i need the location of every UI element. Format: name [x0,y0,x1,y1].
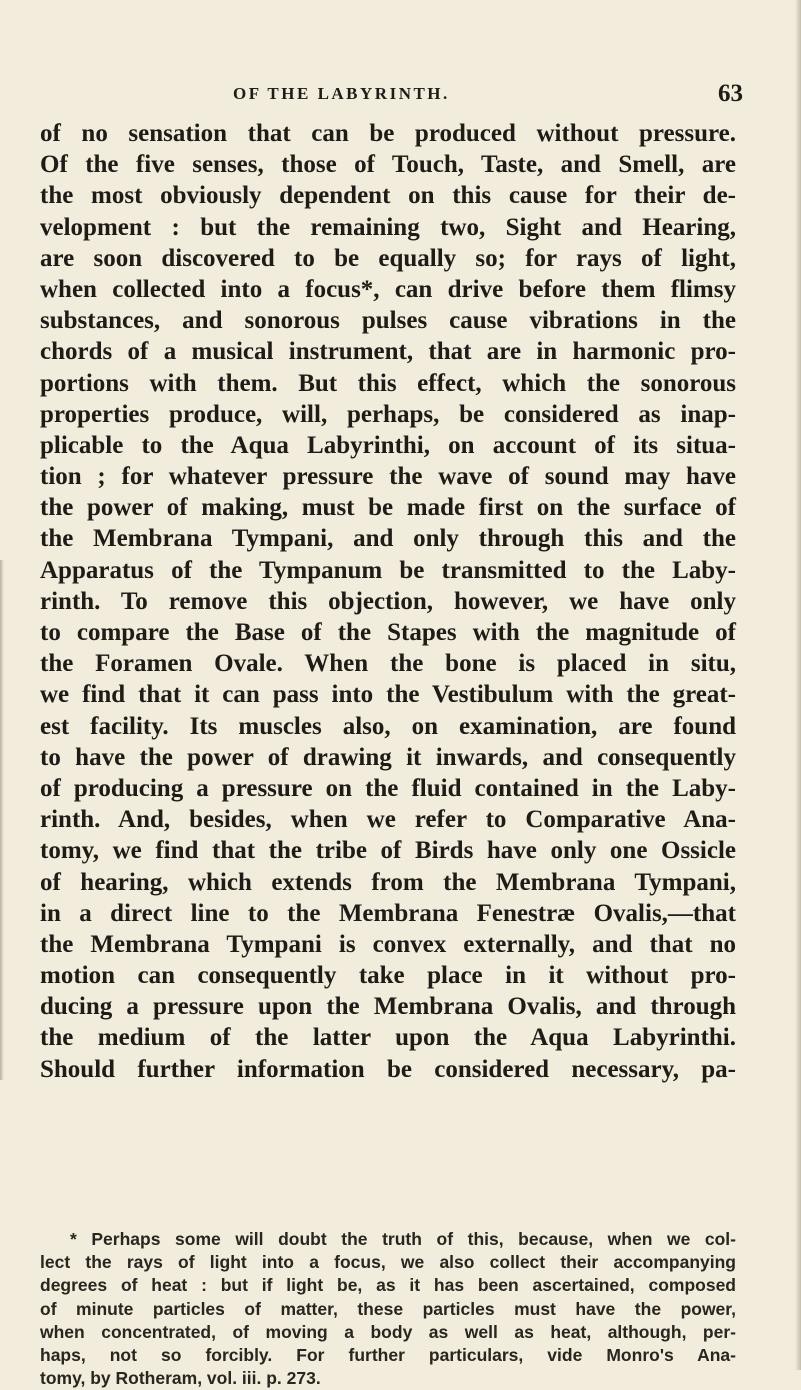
footnote-line: haps, not so forcibly. For further particulars, vide Monro's Ana- [40,1344,736,1365]
text-line: plicable to the Aqua Labyrinthi, on account of its situa- [40,431,736,459]
text-line: velopment : but the remaining two, Sight and Hearing, [40,213,736,241]
text-line: the most obviously dependent on this cause for their de- [40,182,736,210]
footnote-line: of minute particles of matter, these particles must have the power, [40,1298,736,1319]
text-line: of no sensation that can be produced without pressure. [40,120,736,147]
footnote-line: lect the rays of light into a focus, we also collect their accompanying [40,1252,736,1273]
footnote-line: when concentrated, of moving a body as well as heat, although, per- [40,1321,736,1342]
page-edge-shadow [0,560,4,1080]
page-header [0,80,801,110]
text-line: of hearing, which extends from the Membrana Tympani, [40,868,736,896]
text-line: rinth. To remove this objection, however, we have only [40,587,736,615]
text-line: the power of making, must be made first on the surface of [40,494,736,522]
text-line: the Membrana Tympani, and only through this and the [40,525,736,553]
running-head: OF THE LABYRINTH. [233,84,450,103]
text-line: motion can consequently take place in it without pro- [40,962,736,990]
text-line: are soon discovered to be equally so; for rays of light, [40,244,736,272]
text-line: to compare the Base of the Stapes with the magnitude of [40,619,736,646]
text-line: when collected into a focus*, can drive before them flimsy [40,275,736,303]
text-line: the Foramen Ovale. When the bone is placed in situ, [40,650,736,678]
text-line: rinth. And, besides, when we refer to Comparative Ana- [40,806,736,834]
text-line: the Membrana Tympani is convex externally, and that no [40,930,736,958]
text-line: tion ; for whatever pressure the wave of sound may have [40,463,736,491]
text-line: Of the five senses, those of Touch, Taste, and Smell, are [40,151,736,179]
text-line: of producing a pressure on the fluid contained in the Laby- [40,774,736,802]
footnote-line: tomy, by Rotheram, vol. iii. p. 273. [40,1368,321,1389]
text-line: to have the power of drawing it inwards, and consequently [40,743,736,771]
text-line: tomy, we find that the tribe of Birds have only one Ossicle [40,837,736,865]
text-line: ducing a pressure upon the Membrana Ovalis, and through [40,993,736,1021]
text-line: in a direct line to the Membrana Fenestræ Ovalis,—that [40,899,736,927]
text-line: properties produce, will, perhaps, be considered as inap- [40,400,736,428]
text-line: portions with them. But this effect, which the sonorous [40,369,736,397]
text-line: the medium of the latter upon the Aqua Labyrinthi. [40,1024,736,1052]
text-line: Apparatus of the Tympanum be transmitted to the Laby- [40,556,736,584]
footnote-line: * Perhaps some will doubt the truth of this, because, when we col- [70,1229,736,1249]
text-line: we find that it can pass into the Vestibulum with the great- [40,681,736,709]
text-line: substances, and sonorous pulses cause vibrations in the [40,307,736,335]
footnote-line: degrees of heat : but if light be, as it has been ascertained, composed [40,1275,736,1296]
text-line: chords of a musical instrument, that are in harmonic pro- [40,338,736,366]
body-text [40,118,736,1085]
text-line: Should further information be considered necessary, pa- [40,1055,736,1083]
gutter-shadow [795,0,801,1370]
text-line: est facility. Its muscles also, on examination, are found [40,712,736,740]
footnote [40,1228,736,1390]
page-number: 63 [718,80,743,107]
